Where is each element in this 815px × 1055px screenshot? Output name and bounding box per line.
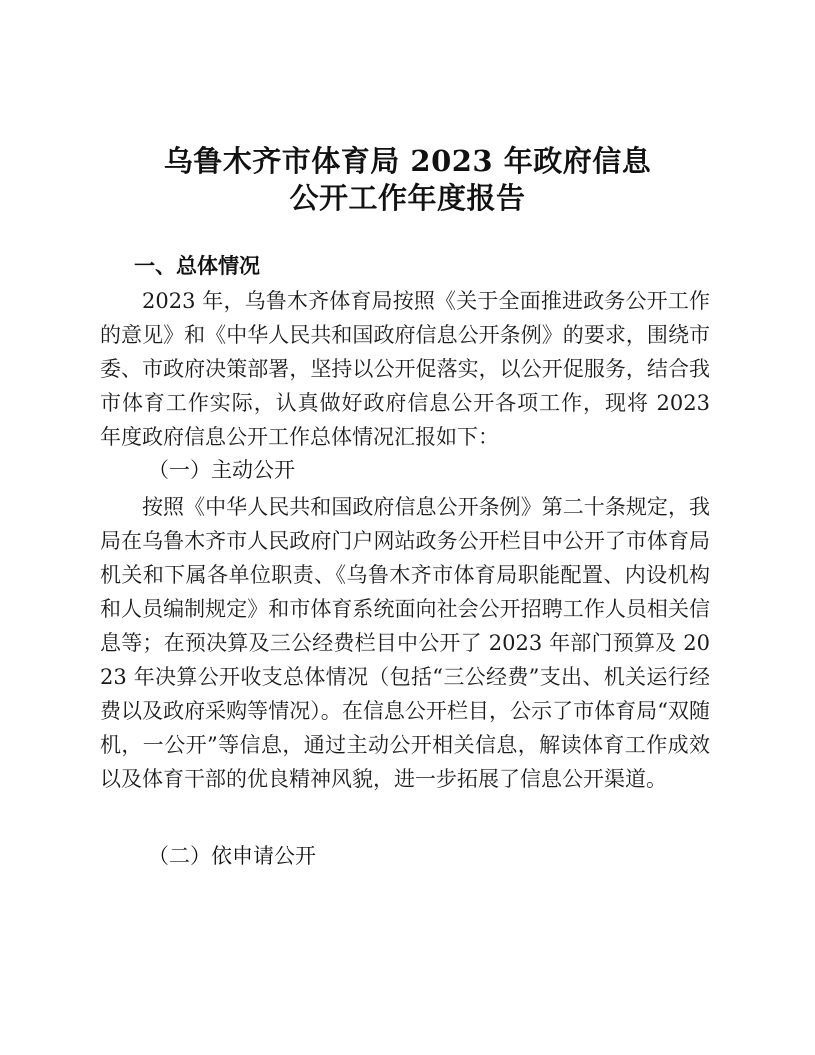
overall-intro-paragraph: 2023 年，乌鲁木齐体育局按照《关于全面推进政务公开工作的意见》和《中华人民共和国政府信息公开条例》的要求，围绕市委、市政府决策部署，坚持以公开促落实，以公开促服务，结合我市体育工作实际，认真做好政府信息公开各项工作，现将 2023 年度政府信息公开工作总体情况汇报如下： xyxy=(100,289,710,449)
subsection-heading-disclosure-on-request: （二）依申请公开 xyxy=(148,844,316,868)
document-title-line-1: 乌鲁木齐市体育局 2023 年政府信息 xyxy=(163,144,652,178)
document-title-line-2: 公开工作年度报告 xyxy=(289,181,526,215)
subsection-heading-proactive-disclosure: （一）主动公开 xyxy=(148,458,295,482)
proactive-disclosure-paragraph: 按照《中华人民共和国政府信息公开条例》第二十条规定，我局在乌鲁木齐市人民政府门户网站政务公开栏目中公开了市体育局机关和下属各单位职责、《乌鲁木齐市体育局职能配置、内设机构和人员编制规定》和市体育系统面向社会公开招聘工作人员相关信息等；在预决算及三公经费栏目中公开了 2023 年部门预算及 2023 年决算公开收支总体情况（包括“三公经费”支出、机关运行经费以及政府采购等情况）。在信息公开栏目，公示了市体育局“双随机，一公开”等信息，通过主动公开相关信息，解读体育工作成效以及体育干部的优良精神风貌，进一步拓展了信息公开渠道。 xyxy=(100,495,710,791)
section-heading-overall: 一、总体情况 xyxy=(134,254,260,278)
